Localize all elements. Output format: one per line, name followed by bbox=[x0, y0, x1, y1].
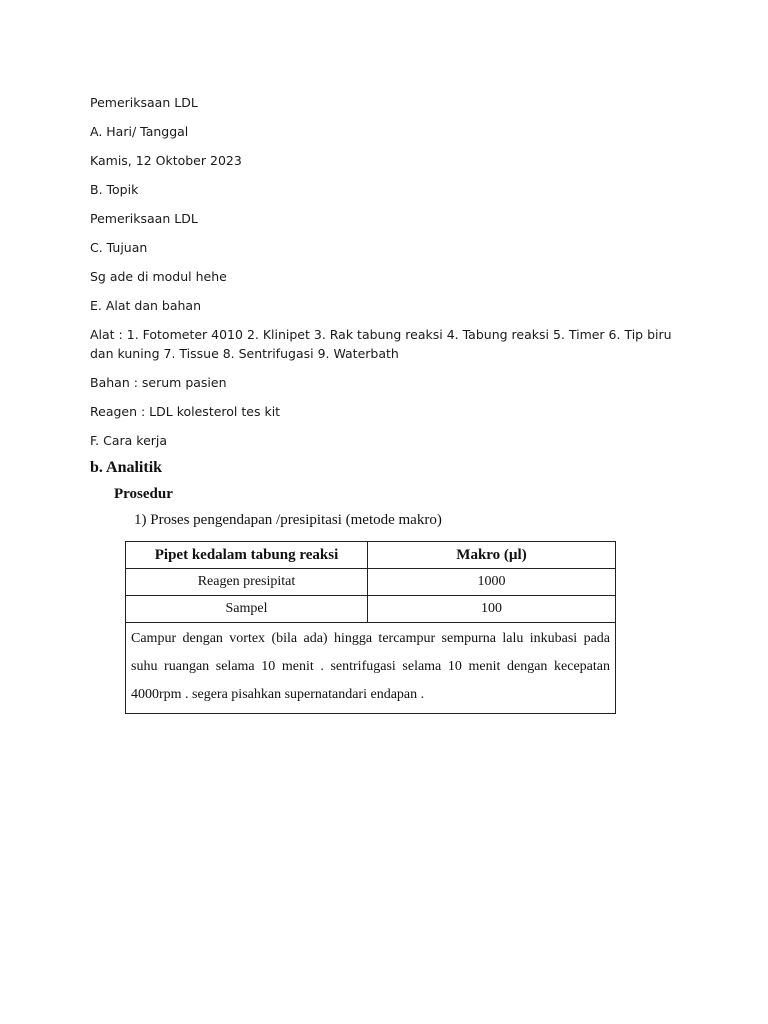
line-tujuan: Sg ade di modul hehe bbox=[90, 269, 227, 284]
line-reagen: Reagen : LDL kolesterol tes kit bbox=[90, 404, 281, 419]
line-tujuan-heading: C. Tujuan bbox=[90, 240, 148, 255]
table-row bbox=[126, 596, 616, 623]
table-row bbox=[126, 569, 616, 596]
table-cell-volume: 100 bbox=[368, 596, 616, 623]
analitik-heading: b. Analitik bbox=[90, 459, 163, 476]
prosedur-heading: Prosedur bbox=[114, 486, 173, 502]
table-header-row bbox=[126, 542, 616, 569]
step-heading: 1) Proses pengendapan /presipitasi (metode makro) bbox=[134, 512, 442, 528]
line-cara-kerja-heading: F. Cara kerja bbox=[90, 433, 168, 448]
line-topik: Pemeriksaan LDL bbox=[90, 211, 198, 226]
table-header-makro: Makro (µl) bbox=[368, 542, 616, 569]
table-note: Campur dengan vortex (bila ada) hingga tercampur sempurna lalu inkubasi pada suhu ruangan selama 10 menit . sentrifugasi selama 10 menit dengan kecepatan 4000rpm . segera pisahkan supernatandari endapan . bbox=[126, 623, 616, 714]
line-date: Kamis, 12 Oktober 2023 bbox=[90, 153, 242, 168]
line-alat: Alat : 1. Fotometer 4010 2. Klinipet 3. Rak tabung reaksi 4. Tabung reaksi 5. Timer 6. Tip biru dan kuning 7. Tissue 8. Sentrifugasi 9. Waterbath bbox=[90, 327, 672, 361]
line-hari-tanggal-heading: A. Hari/ Tanggal bbox=[90, 124, 189, 139]
line-bahan: Bahan : serum pasien bbox=[90, 375, 227, 390]
line-topik-heading: B. Topik bbox=[90, 182, 139, 197]
procedure-table bbox=[125, 541, 616, 714]
table-note-row bbox=[126, 623, 616, 714]
table-cell-volume: 1000 bbox=[368, 569, 616, 596]
line-alat-bahan-heading: E. Alat dan bahan bbox=[90, 298, 201, 313]
table-header-pipet: Pipet kedalam tabung reaksi bbox=[126, 542, 368, 569]
table-cell-item: Reagen presipitat bbox=[126, 569, 368, 596]
table-cell-item: Sampel bbox=[126, 596, 368, 623]
line-title: Pemeriksaan LDL bbox=[90, 95, 198, 110]
